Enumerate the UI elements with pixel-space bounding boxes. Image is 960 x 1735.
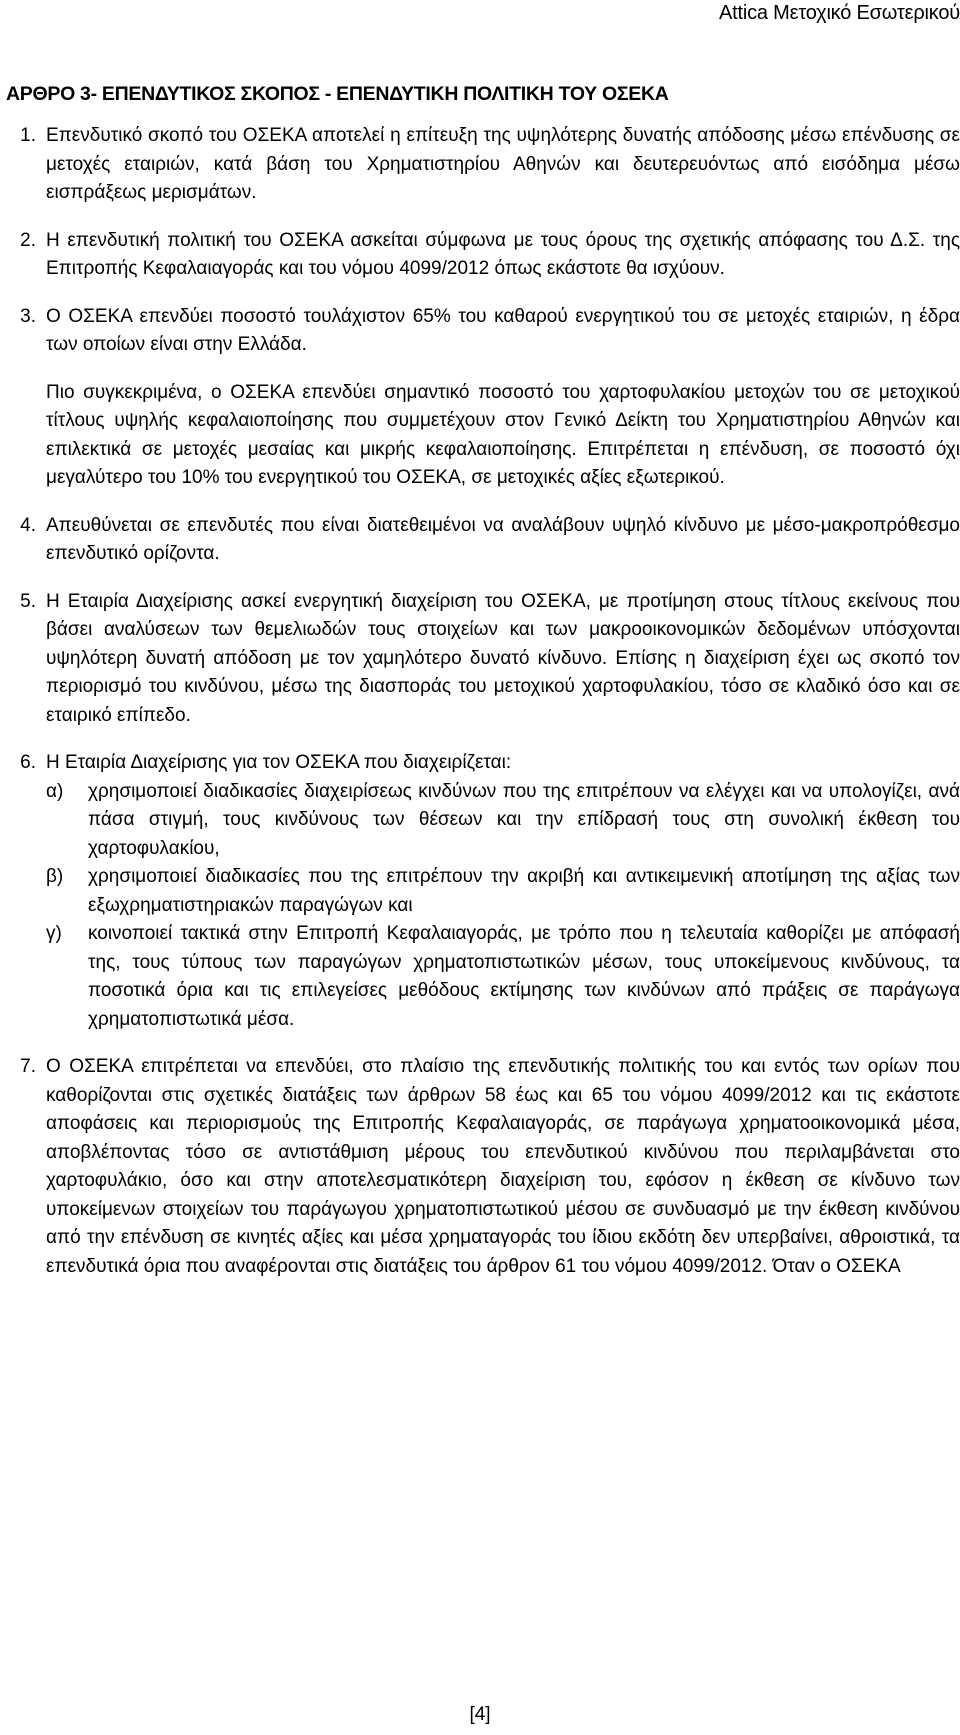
list-item	[6, 303, 960, 360]
item-number: 6.	[20, 752, 36, 773]
article-title: ΑΡΘΡΟ 3- ΕΠΕΝΔΥΤΙΚΟΣ ΣΚΟΠΟΣ - ΕΠΕΝΔΥΤΙΚΗ ΠΟΛΙΤΙΚΗ ΤΟΥ ΟΣΕΚΑ	[6, 83, 669, 105]
item-text: Ο ΟΣΕΚΑ επιτρέπεται να επενδύει, στο πλαίσιο της επενδυτικής πολιτικής του και εντός των ορίων που καθορίζονται στις σχετικές διατάξεις των άρθρων 58 έως και 65 του νόμου 4099/2012 και τις εκάστοτε αποφάσεις και περιορισμούς της Επιτροπής Κεφαλαιαγοράς, σε παράγωγα χρηματοοικονομικά μέσα, αποβλέποντας τόσο σε αντιστάθμιση μέρους του επενδυτικού κινδύνου που περιλαμβάνεται στο χαρτοφυλάκιο, όσο και στην αποτελεσματικότερη διαχείριση του, εφόσον η έκθεση σε κίνδυνο των υποκείμενων στοιχείων του παράγωγου χρηματοπιστωτικού μέσου σε συνδυασμό με την έκθεση κινδύνου από την επένδυση σε κινητές αξίες και μέσα χρηματαγοράς του ίδιου εκδότη δεν υπερβαίνει, αθροιστικά, τα επενδυτικά όρια που αναφέρονται στις διατάξεις του άρθρον 61 του νόμου 4099/2012. Όταν ο ΟΣΕΚΑ	[46, 1056, 960, 1277]
sub-item-letter: α)	[46, 780, 64, 802]
list-item	[6, 122, 960, 208]
item-text: Επενδυτικό σκοπό του ΟΣΕΚΑ αποτελεί η επίτευξη της υψηλότερης δυνατής απόδοσης μέσω επένδυσης σε μετοχές εταιριών, κατά βάση του Χρηματιστηρίου Αθηνών και δευτερευόντως από εισόδημα μέσω εισπράξεως μερισμάτων.	[46, 125, 960, 203]
sub-item	[6, 778, 960, 864]
item-text: Απευθύνεται σε επενδυτές που είναι διατεθειμένοι να αναλάβουν υψηλό κίνδυνο με μέσο-μακροπρόθεσμο επενδυτικό ορίζοντα.	[46, 514, 960, 564]
item-number: 2.	[20, 229, 36, 251]
sub-item-text: κοινοποιεί τακτικά στην Επιτροπή Κεφαλαιαγοράς, με τρόπο που η τελευταία καθορίζει με απόφασή της, τους τύπους των παραγώγων χρηματοπιστωτικών μέσων, τους υποκείμενους κινδύνους, τα ποσοτικά όρια και τις επιλεγείσες μεθόδους εκτίμησης των κινδύνων από πράξεις σε παράγωγα χρηματοπιστωτικά μέσα.	[88, 923, 960, 1030]
page-number: [4]	[469, 1704, 491, 1725]
document-header: Attica Μετοχικό Εσωτερικού	[718, 2, 960, 24]
list-item	[6, 588, 960, 731]
item-number: 4.	[20, 514, 36, 536]
list-item	[6, 749, 960, 778]
item-text: Ο ΟΣΕΚΑ επενδύει ποσοστό τουλάχιστον 65% του καθαρού ενεργητικού του σε μετοχές εταιριών, η έδρα των οποίων είναι στην Ελλάδα.	[46, 305, 960, 355]
item-number: 1.	[20, 125, 36, 146]
sub-item-text: χρησιμοποιεί διαδικασίες που της επιτρέπουν την ακριβή και αντικειμενική αποτίμηση της αξίας των εξωχρηματιστηριακών παραγώγων και	[88, 866, 960, 916]
document-body	[6, 82, 960, 1300]
item-text: Η Εταιρία Διαχείρισης ασκεί ενεργητική διαχείριση του ΟΣΕΚΑ, με προτίμηση στους τίτλους εκείνους που βάσει αναλύσεων των θεμελιωδών τους στοιχείων και των μακροοικονομικών δεδομένων υπόσχονται υψηλότερη δυνατή απόδοση με τον χαμηλότερο δυνατό κίνδυνο. Επίσης η διαχείριση έχει ως σκοπό τον περιορισμό του κινδύνου, μέσω της διασποράς του μετοχικού χαρτοφυλακίου, τόσο σε κλαδικό όσο και σε εταιρικό επίπεδο.	[46, 590, 960, 726]
sub-item	[6, 920, 960, 1034]
sub-item	[6, 863, 960, 920]
item-text: Η Εταιρία Διαχείρισης για τον ΟΣΕΚΑ που διαχειρίζεται:	[46, 752, 512, 773]
item-number: 3.	[20, 305, 36, 327]
item-text: Η επενδυτική πολιτική του ΟΣΕΚΑ ασκείται σύμφωνα με τους όρους της σχετικής απόφασης του Δ.Σ. της Επιτροπής Κεφαλαιαγοράς και του νόμου 4099/2012 όπως εκάστοτε θα ισχύουν.	[46, 229, 960, 279]
sub-item-text: χρησιμοποιεί διαδικασίες διαχειρίσεως κινδύνων που της επιτρέπουν να ελέγχει και να υπολογίζει, ανά πάσα στιγμή, τους κινδύνους των θέσεων και την επίδρασή τους στη συνολική έκθεση του χαρτοφυλακίου,	[88, 780, 960, 859]
item-number: 5.	[20, 590, 36, 612]
list-item	[6, 227, 960, 284]
list-item	[6, 512, 960, 569]
sub-item-letter: γ)	[46, 923, 62, 944]
item-number: 7.	[20, 1056, 36, 1077]
list-item	[6, 1053, 960, 1281]
sub-item-letter: β)	[46, 866, 64, 887]
paragraph: Πιο συγκεκριμένα, ο ΟΣΕΚΑ επενδύει σημαντικό ποσοστό του χαρτοφυλακίου μετοχών του σε μετοχικού τίτλους υψηλής κεφαλαιοποίησης που συμμετέχουν στον Γενικό Δείκτη του Χρηματιστηρίου Αθηνών και επιλεκτικά σε μετοχές μεσαίας και μικρής κεφαλαιοποίησης. Επιτρέπεται η επένδυση, σε ποσοστό όχι μεγαλύτερο του 10% του ενεργητικού του ΟΣΕΚΑ, σε μετοχικές αξίες εξωτερικού.	[46, 381, 960, 488]
